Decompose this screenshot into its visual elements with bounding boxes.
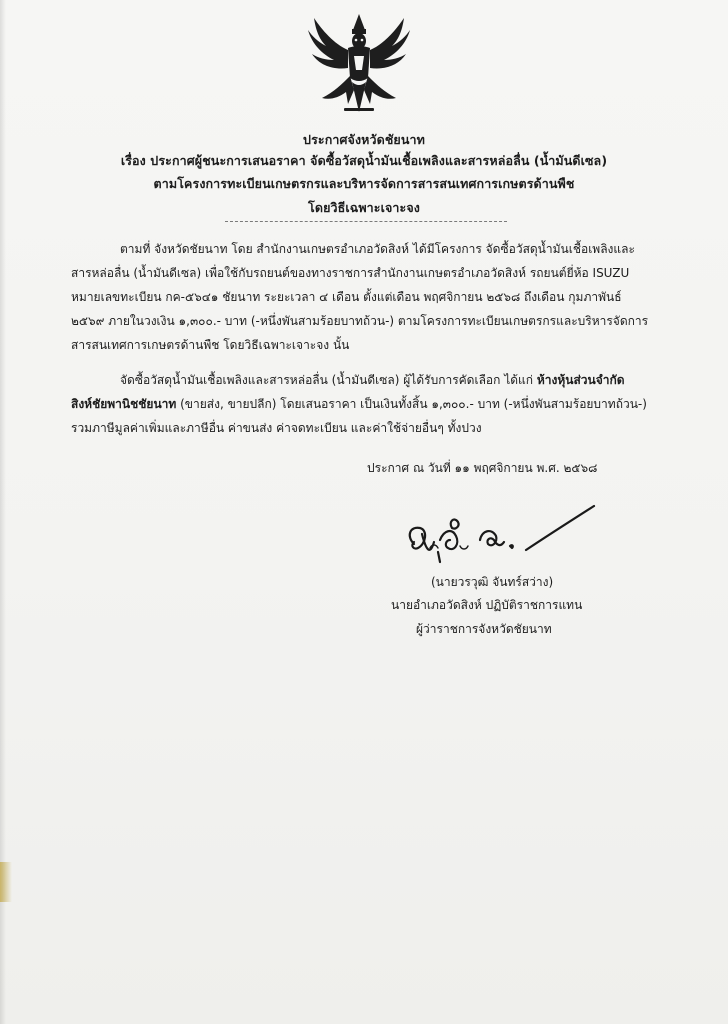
handwritten-signature bbox=[400, 500, 620, 568]
announcement-title: ประกาศจังหวัดชัยนาท bbox=[303, 132, 425, 147]
garuda-emblem-icon bbox=[304, 14, 414, 114]
announcement-project: ตามโครงการทะเบียนเกษตรกรและบริหารจัดการสารสนเทศการเกษตรด้านพืช bbox=[153, 176, 575, 191]
body-paragraph-2-line-2 bbox=[71, 396, 647, 412]
announcement-method: โดยวิธีเฉพาะเจาะจง bbox=[308, 200, 420, 215]
body-paragraph-1-line-3: หมายเลขทะเบียน กค-๕๖๔๑ ชัยนาท ระยะเวลา ๔ เดือน ตั้งแต่เดือน พฤศจิกายน ๒๕๖๘ ถึงเดือน กุมภาพันธ์ bbox=[71, 290, 622, 304]
signatory-position-on-behalf: ผู้ว่าราชการจังหวัดชัยนาท bbox=[416, 622, 552, 636]
heading-divider bbox=[225, 221, 507, 222]
announcement-date: ประกาศ ณ วันที่ ๑๑ พฤศจิกายน พ.ศ. ๒๕๖๘ bbox=[367, 461, 598, 475]
signatory-position: นายอำเภอวัดสิงห์ ปฏิบัติราชการแทน bbox=[391, 598, 583, 612]
announcement-subject: เรื่อง ประกาศผู้ชนะการเสนอราคา จัดซื้อวัสดุน้ำมันเชื้อเพลิงและสารหล่อลื่น (น้ำมันดีเซล) bbox=[120, 153, 608, 168]
scan-edge-stain bbox=[0, 862, 12, 902]
body-paragraph-1-line-5: สารสนเทศการเกษตรด้านพืช โดยวิธีเฉพาะเจาะจง นั้น bbox=[71, 338, 350, 352]
body-paragraph-1-line-4: ๒๕๖๙ ภายในวงเงิน ๑,๓๐๐.- บาท (-หนึ่งพันสามร้อยบาทถ้วน-) ตามโครงการทะเบียนเกษตรกรและบริหารจัดการ bbox=[71, 314, 649, 328]
award-price-text: (ขายส่ง, ขายปลีก) โดยเสนอราคา เป็นเงินทั้งสิ้น ๑,๓๐๐.- บาท (-หนึ่งพันสามร้อยบาทถ้วน-) bbox=[176, 397, 647, 411]
body-paragraph-1-line-1: ตามที่ จังหวัดชัยนาท โดย สำนักงานเกษตรอำเภอวัดสิงห์ ได้มีโครงการ จัดซื้อวัสดุน้ำมันเชื้อเพลิงและ bbox=[120, 242, 635, 256]
award-text: จัดซื้อวัสดุน้ำมันเชื้อเพลิงและสารหล่อลื่น (น้ำมันดีเซล) ผู้ได้รับการคัดเลือก ได้แก่ bbox=[120, 373, 537, 387]
body-paragraph-2-line-1 bbox=[120, 372, 625, 388]
body-paragraph-1-line-2: สารหล่อลื่น (น้ำมันดีเซล) เพื่อใช้กับรถยนต์ของทางราชการสำนักงานเกษตรอำเภอวัดสิงห์ รถยนต์ยี่ห้อ ISUZU bbox=[71, 266, 630, 280]
winner-name-continued: สิงห์ชัยพานิชชัยนาท bbox=[71, 397, 177, 411]
signatory-name: (นายวรวุฒิ จันทร์สว่าง) bbox=[431, 575, 554, 589]
body-paragraph-2-line-3: รวมภาษีมูลค่าเพิ่มและภาษีอื่น ค่าขนส่ง ค่าจดทะเบียน และค่าใช้จ่ายอื่นๆ ทั้งปวง bbox=[71, 421, 482, 435]
winner-name: ห้างหุ้นส่วนจำกัด bbox=[536, 373, 625, 387]
